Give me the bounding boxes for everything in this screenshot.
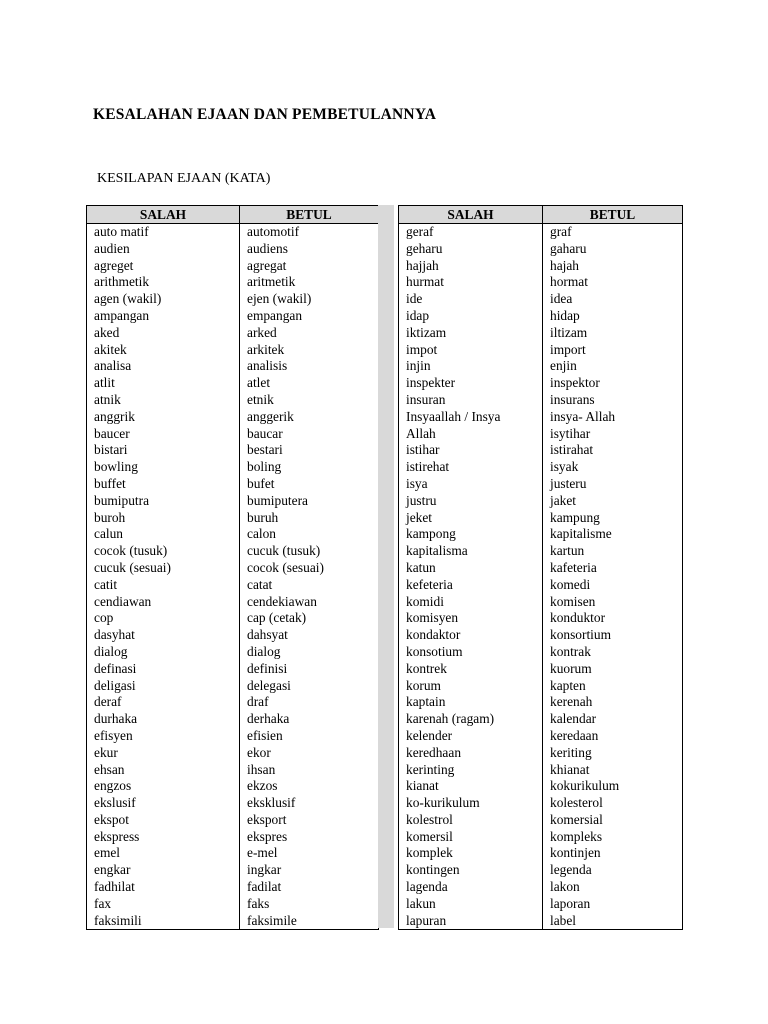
section-subtitle: KESILAPAN EJAAN (KATA) (97, 171, 271, 186)
cell-salah: deraf (87, 694, 240, 711)
cell-betul: bestari (240, 442, 379, 459)
cell-betul: automotif (240, 224, 379, 241)
cell-betul: calon (240, 526, 379, 543)
table-row (87, 241, 379, 258)
table-row (399, 224, 683, 241)
cell-betul: arked (240, 325, 379, 342)
cell-betul: eksklusif (240, 795, 379, 812)
table-row (87, 476, 379, 493)
cell-betul: boling (240, 459, 379, 476)
cell-salah: katun (399, 560, 543, 577)
table-row (399, 745, 683, 762)
table-row (87, 543, 379, 560)
cell-salah: cucuk (sesuai) (87, 560, 240, 577)
table-row (87, 678, 379, 695)
cell-salah: cocok (tusuk) (87, 543, 240, 560)
table-row (87, 762, 379, 779)
table-row (87, 224, 379, 241)
cell-betul: hidap (543, 308, 683, 325)
cell-salah: faksimili (87, 913, 240, 930)
cell-salah: kefeteria (399, 577, 543, 594)
table-row (399, 577, 683, 594)
cell-salah: agen (wakil) (87, 291, 240, 308)
cell-salah: keredhaan (399, 745, 543, 762)
page-title: KESALAHAN EJAAN DAN PEMBETULANNYA (93, 106, 437, 123)
cell-betul: ejen (wakil) (240, 291, 379, 308)
cell-salah: ko-kurikulum (399, 795, 543, 812)
cell-betul: cocok (sesuai) (240, 560, 379, 577)
table-row (399, 728, 683, 745)
cell-betul: isytihar (543, 426, 683, 443)
table-row (87, 342, 379, 359)
cell-betul: dahsyat (240, 627, 379, 644)
cell-betul: gaharu (543, 241, 683, 258)
cell-salah: lakun (399, 896, 543, 913)
table-row (399, 543, 683, 560)
table-row (399, 862, 683, 879)
cell-betul: legenda (543, 862, 683, 879)
table-row (399, 358, 683, 375)
column-gutter (378, 205, 394, 928)
cell-salah: korum (399, 678, 543, 695)
cell-salah: kerinting (399, 762, 543, 779)
table-row (399, 342, 683, 359)
cell-salah: Allah (399, 426, 543, 443)
table-row (399, 392, 683, 409)
table-row (399, 644, 683, 661)
cell-betul: kolesterol (543, 795, 683, 812)
cell-betul: ekspres (240, 829, 379, 846)
table-row (87, 426, 379, 443)
cell-betul: laporan (543, 896, 683, 913)
cell-salah: durhaka (87, 711, 240, 728)
table-row (87, 627, 379, 644)
cell-betul: keredaan (543, 728, 683, 745)
cell-salah: ekslusif (87, 795, 240, 812)
cell-betul: kartun (543, 543, 683, 560)
cell-betul: faksimile (240, 913, 379, 930)
cell-salah: engzos (87, 778, 240, 795)
cell-salah: atlit (87, 375, 240, 392)
cell-salah: ide (399, 291, 543, 308)
cell-betul: bufet (240, 476, 379, 493)
cell-salah: ekspot (87, 812, 240, 829)
cell-salah: komidi (399, 594, 543, 611)
cell-salah: komersil (399, 829, 543, 846)
cell-salah: kapitalisma (399, 543, 543, 560)
cell-salah: buffet (87, 476, 240, 493)
table-header-row (87, 206, 379, 224)
cell-betul: kapitalisme (543, 526, 683, 543)
table-header-row (399, 206, 683, 224)
table-row (399, 610, 683, 627)
cell-betul: kompleks (543, 829, 683, 846)
cell-salah: lapuran (399, 913, 543, 930)
cell-betul: insya- Allah (543, 409, 683, 426)
cell-salah: isya (399, 476, 543, 493)
table-row (87, 711, 379, 728)
cell-betul: etnik (240, 392, 379, 409)
table-row (399, 694, 683, 711)
table-row (87, 258, 379, 275)
table-row (87, 862, 379, 879)
cell-salah: kontingen (399, 862, 543, 879)
cell-betul: definisi (240, 661, 379, 678)
cell-betul: audiens (240, 241, 379, 258)
cell-salah: ehsan (87, 762, 240, 779)
cell-salah: bowling (87, 459, 240, 476)
cell-salah: kianat (399, 778, 543, 795)
cell-betul: delegasi (240, 678, 379, 695)
cell-salah: ekur (87, 745, 240, 762)
table-row (399, 678, 683, 695)
table-row (399, 442, 683, 459)
cell-betul: hormat (543, 274, 683, 291)
table-row (87, 795, 379, 812)
cell-betul: kokurikulum (543, 778, 683, 795)
cell-betul: catat (240, 577, 379, 594)
cell-betul: ingkar (240, 862, 379, 879)
cell-salah: kelender (399, 728, 543, 745)
cell-salah: akitek (87, 342, 240, 359)
table-row (87, 896, 379, 913)
spelling-table-left (86, 205, 379, 930)
cell-salah: kaptain (399, 694, 543, 711)
cell-betul: label (543, 913, 683, 930)
table-row (399, 913, 683, 930)
cell-salah: inspekter (399, 375, 543, 392)
cell-betul: eksport (240, 812, 379, 829)
table-row (399, 258, 683, 275)
table-row (399, 795, 683, 812)
cell-salah: injin (399, 358, 543, 375)
table-row (87, 375, 379, 392)
table-row (399, 829, 683, 846)
cell-salah: atnik (87, 392, 240, 409)
cell-salah: auto matif (87, 224, 240, 241)
table-row (399, 560, 683, 577)
table-row (87, 392, 379, 409)
column-header-salah: SALAH (399, 206, 543, 224)
table-row (87, 594, 379, 611)
cell-betul: insurans (543, 392, 683, 409)
cell-betul: konduktor (543, 610, 683, 627)
cell-salah: ampangan (87, 308, 240, 325)
cell-betul: kontrak (543, 644, 683, 661)
cell-betul: cap (cetak) (240, 610, 379, 627)
cell-salah: kolestrol (399, 812, 543, 829)
cell-betul: kerenah (543, 694, 683, 711)
table-row (87, 745, 379, 762)
cell-betul: bumiputera (240, 493, 379, 510)
cell-salah: definasi (87, 661, 240, 678)
table-row (399, 711, 683, 728)
table-row (87, 459, 379, 476)
cell-betul: anggerik (240, 409, 379, 426)
cell-betul: ekzos (240, 778, 379, 795)
table-row (87, 812, 379, 829)
cell-betul: lakon (543, 879, 683, 896)
cell-betul: idea (543, 291, 683, 308)
cell-salah: fadhilat (87, 879, 240, 896)
cell-salah: analisa (87, 358, 240, 375)
cell-betul: efisien (240, 728, 379, 745)
cell-salah: komisyen (399, 610, 543, 627)
table-row (87, 526, 379, 543)
cell-betul: baucar (240, 426, 379, 443)
table-row (399, 291, 683, 308)
cell-salah: lagenda (399, 879, 543, 896)
cell-salah: dasyhat (87, 627, 240, 644)
cell-salah: jeket (399, 510, 543, 527)
table-row (399, 274, 683, 291)
cell-salah: emel (87, 845, 240, 862)
table-row (399, 476, 683, 493)
table-body-left (87, 224, 379, 930)
cell-salah: engkar (87, 862, 240, 879)
cell-betul: kafeteria (543, 560, 683, 577)
cell-betul: komersial (543, 812, 683, 829)
cell-betul: ekor (240, 745, 379, 762)
cell-salah: calun (87, 526, 240, 543)
cell-betul: import (543, 342, 683, 359)
table-row (399, 661, 683, 678)
table-row (399, 409, 683, 426)
cell-salah: audien (87, 241, 240, 258)
cell-betul: cucuk (tusuk) (240, 543, 379, 560)
cell-salah: baucer (87, 426, 240, 443)
table-row (399, 325, 683, 342)
cell-salah: insuran (399, 392, 543, 409)
cell-betul: enjin (543, 358, 683, 375)
table-row (87, 778, 379, 795)
cell-salah: istihar (399, 442, 543, 459)
table-row (87, 274, 379, 291)
table-row (87, 291, 379, 308)
cell-salah: cop (87, 610, 240, 627)
cell-salah: iktizam (399, 325, 543, 342)
cell-salah: cendiawan (87, 594, 240, 611)
cell-salah: idap (399, 308, 543, 325)
cell-betul: derhaka (240, 711, 379, 728)
cell-salah: fax (87, 896, 240, 913)
spelling-table-right (398, 205, 683, 930)
table-body-right (399, 224, 683, 930)
table-row (399, 308, 683, 325)
cell-salah: anggrik (87, 409, 240, 426)
cell-betul: keriting (543, 745, 683, 762)
table-row (399, 762, 683, 779)
cell-salah: istirehat (399, 459, 543, 476)
cell-betul: fadilat (240, 879, 379, 896)
cell-salah: karenah (ragam) (399, 711, 543, 728)
cell-salah: efisyen (87, 728, 240, 745)
table-row (87, 577, 379, 594)
cell-salah: agreget (87, 258, 240, 275)
cell-betul: buruh (240, 510, 379, 527)
cell-betul: hajah (543, 258, 683, 275)
cell-betul: inspektor (543, 375, 683, 392)
table-row (399, 812, 683, 829)
table-row (399, 526, 683, 543)
table-row (87, 879, 379, 896)
table-row (399, 241, 683, 258)
table-row (87, 644, 379, 661)
cell-betul: kampung (543, 510, 683, 527)
cell-betul: kuorum (543, 661, 683, 678)
cell-betul: empangan (240, 308, 379, 325)
cell-betul: cendekiawan (240, 594, 379, 611)
column-header-betul: BETUL (543, 206, 683, 224)
cell-betul: jaket (543, 493, 683, 510)
cell-betul: konsortium (543, 627, 683, 644)
table-row (87, 913, 379, 930)
table-row (87, 358, 379, 375)
cell-salah: bumiputra (87, 493, 240, 510)
cell-betul: analisis (240, 358, 379, 375)
cell-betul: e-mel (240, 845, 379, 862)
cell-salah: ekspress (87, 829, 240, 846)
table-row (399, 459, 683, 476)
cell-betul: dialog (240, 644, 379, 661)
table-row (87, 409, 379, 426)
cell-salah: dialog (87, 644, 240, 661)
table-row (87, 829, 379, 846)
table-row (399, 510, 683, 527)
table-row (87, 493, 379, 510)
table-row (87, 442, 379, 459)
table-row (87, 728, 379, 745)
cell-betul: faks (240, 896, 379, 913)
cell-salah: arithmetik (87, 274, 240, 291)
cell-salah: kontrek (399, 661, 543, 678)
cell-betul: agregat (240, 258, 379, 275)
cell-betul: istirahat (543, 442, 683, 459)
cell-betul: justeru (543, 476, 683, 493)
table-row (399, 896, 683, 913)
cell-salah: deligasi (87, 678, 240, 695)
cell-betul: ihsan (240, 762, 379, 779)
table-row (87, 694, 379, 711)
cell-salah: hajjah (399, 258, 543, 275)
table-row (399, 375, 683, 392)
cell-betul: kalendar (543, 711, 683, 728)
column-header-salah: SALAH (87, 206, 240, 224)
cell-salah: komplek (399, 845, 543, 862)
cell-salah: geraf (399, 224, 543, 241)
cell-salah: aked (87, 325, 240, 342)
table-row (399, 627, 683, 644)
cell-betul: khianat (543, 762, 683, 779)
cell-salah: geharu (399, 241, 543, 258)
cell-betul: kapten (543, 678, 683, 695)
cell-salah: Insyaallah / Insya (399, 409, 543, 426)
cell-betul: aritmetik (240, 274, 379, 291)
cell-betul: atlet (240, 375, 379, 392)
cell-betul: komisen (543, 594, 683, 611)
table-row (399, 594, 683, 611)
cell-betul: draf (240, 694, 379, 711)
cell-salah: justru (399, 493, 543, 510)
table-row (87, 510, 379, 527)
table-row (399, 879, 683, 896)
table-row (87, 325, 379, 342)
cell-betul: iltizam (543, 325, 683, 342)
table-row (87, 661, 379, 678)
cell-salah: bistari (87, 442, 240, 459)
cell-salah: kondaktor (399, 627, 543, 644)
cell-salah: buroh (87, 510, 240, 527)
cell-betul: komedi (543, 577, 683, 594)
cell-salah: catit (87, 577, 240, 594)
cell-salah: hurmat (399, 274, 543, 291)
cell-betul: kontinjen (543, 845, 683, 862)
table-row (399, 845, 683, 862)
table-row (399, 426, 683, 443)
table-row (87, 308, 379, 325)
cell-salah: impot (399, 342, 543, 359)
table-row (87, 560, 379, 577)
table-row (87, 845, 379, 862)
table-row (399, 493, 683, 510)
cell-salah: konsotium (399, 644, 543, 661)
table-row (87, 610, 379, 627)
cell-betul: arkitek (240, 342, 379, 359)
cell-betul: graf (543, 224, 683, 241)
column-header-betul: BETUL (240, 206, 379, 224)
cell-salah: kampong (399, 526, 543, 543)
table-row (399, 778, 683, 795)
cell-betul: isyak (543, 459, 683, 476)
